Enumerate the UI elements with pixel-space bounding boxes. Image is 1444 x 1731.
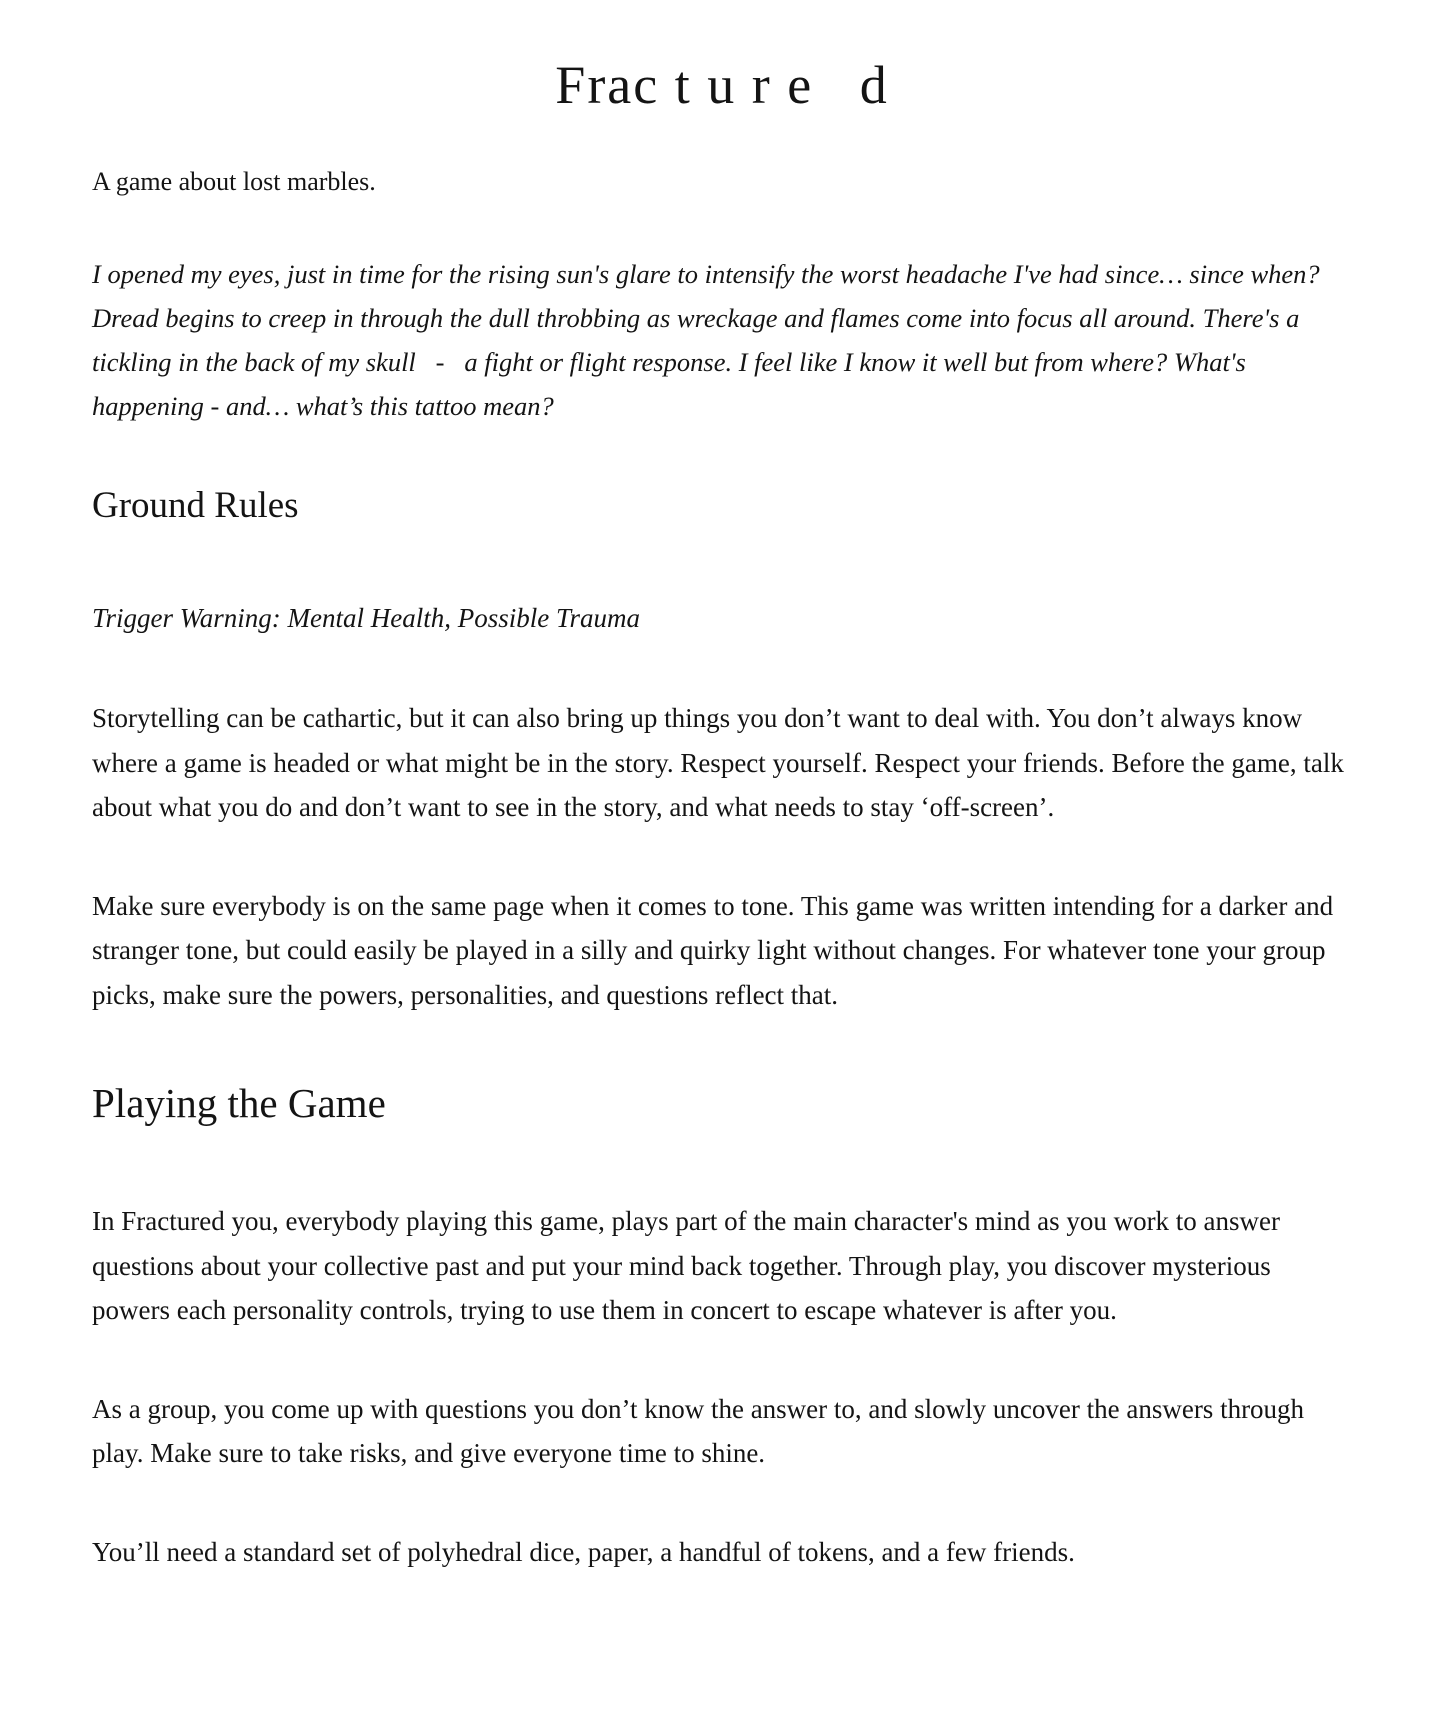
trigger-warning: Trigger Warning: Mental Health, Possible Trauma	[92, 603, 641, 633]
playing-paragraph-3: You’ll need a standard set of polyhedral dice, paper, a handful of tokens, and a few friends.	[92, 1536, 1075, 1567]
ground-rules-heading: Ground Rules	[92, 485, 299, 526]
document-title: Frac t u r e d	[555, 55, 889, 115]
playing-the-game-heading: Playing the Game	[92, 1080, 386, 1126]
playing-paragraph-2: As a group, you come up with questions you don’t know the answer to, and slowly uncover the answers through play. Make sure to take risks, and give everyone time to shine.	[92, 1393, 1305, 1468]
tagline: A game about lost marbles.	[92, 167, 376, 196]
ground-rules-paragraph-1: Storytelling can be cathartic, but it can also bring up things you don’t want to deal with. You don’t always know where a game is headed or what might be in the story. Respect yourself. Respect your friends. Before the game, talk about what you do and don’t want to see in the story, and what needs to stay ‘off-screen’.	[92, 703, 1344, 822]
ground-rules-paragraph-2: Make sure everybody is on the same page when it comes to tone. This game was written intending for a darker and stranger tone, but could easily be played in a silly and quirky light without changes. For whatever tone your group picks, make sure the powers, personalities, and questions reflect that.	[92, 890, 1334, 1010]
playing-paragraph-1: In Fractured you, everybody playing this game, plays part of the main character's mind as you work to answer questions about your collective past and put your mind back together. Through play, you discover mysterious powers each personality controls, trying to use them in concert to escape whatever is after you.	[92, 1206, 1281, 1325]
intro-passage: I opened my eyes, just in time for the rising sun's glare to intensify the worst headache I've had since… since when? Dread begins to creep in through the dull throbbing as wreckage and flames come into focus all around. There's a tickling in the back of my skull - a fight or flight response. I feel like I know it well but from where? What's happening - and… what’s this tattoo mean?	[92, 259, 1327, 421]
